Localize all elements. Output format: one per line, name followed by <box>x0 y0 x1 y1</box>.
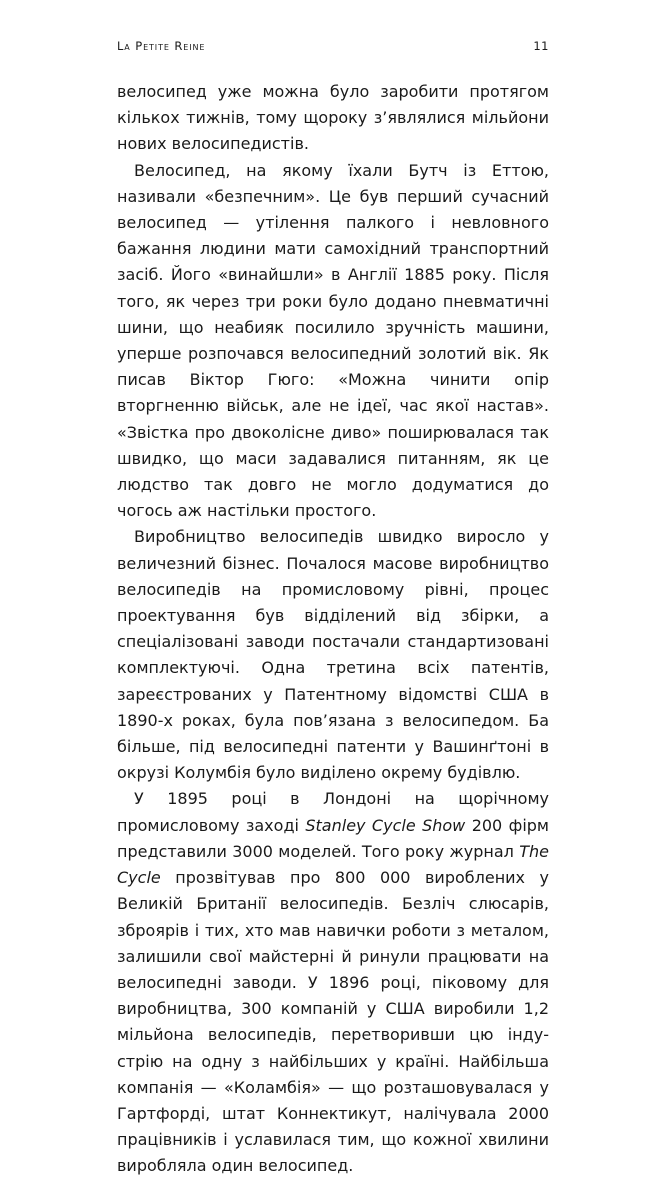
text-segment: прозвітував про 800 000 вироблених у Великій Британії велосипедів. Безліч слюсарів, зброярів і тих, хто мав навички роботи з металом, залишили свої майстерні й ринули працювати на велосипедні заводи. У 1896 році, піковому для виробництва, 300 компаній у США виробили 1,2 мільйона велосипедів, перетворивши цю індустрію на одну з найбільших у країні. Найбільша компанія — «Коламбія» — що розташовувалася у Гартфорді, штат Коннектикут, налічувала 2000 працівників і уславилася тим, що кожної хвилини виробляла один велосипед. <box>117 868 549 1176</box>
body-text <box>117 79 549 1180</box>
text-segment: Виробництво велосипедів швидко виросло у величезний бізнес. Почалося масове виробництво велосипедів на промисловому рівні, процес проектування був відділений від збірки, а спеціалізовані заводи постачали стандартизовані комплектуючі. Одна третина всіх патентів, зареєстрованих у Патентному відомстві США в 1890-х роках, була пов’язана з велосипедом. Ба більше, під велосипедні патенти у Вашинґтоні в окрузі Колумбія було виділено окрему будівлю. <box>117 527 549 783</box>
book-title: La Petite Reine <box>117 39 206 53</box>
text-segment: велосипед уже можна було заробити протягом кількох тижнів, тому щороку з’являлися мільйони нових велосипедистів. <box>117 82 549 154</box>
paragraph-3 <box>117 524 549 786</box>
running-head <box>117 39 549 55</box>
text-segment: Велосипед, на якому їхали Бутч із Еттою, називали «безпечним». Це був перший сучасний велосипед — утілення палкого і невловного бажання людини мати самохідний транспортний засіб. Його «винайшли» в Англії 1885 року. Після того, як через три роки було додано пневматичні шини, що неабияк посилило зручність машини, уперше розпочався велосипедний золотий вік. Як писав Віктор Гюго: «Можна чинити опір вторгненню військ, але не ідеї, час якої настав». «Звістка про двоколісне диво» поширювалася так швидко, що маси задавалися питанням, як це людство так довго не могло додуматися до чогось аж настільки простого. <box>117 160 549 521</box>
paragraph-2 <box>117 158 549 525</box>
event-name-italic: Stanley Cycle Show <box>305 815 466 835</box>
page-number: 11 <box>533 39 549 53</box>
paragraph-1 <box>117 79 549 158</box>
text-segment: У 1895 році в Лондоні на щорічному промисловому заході <box>117 789 549 835</box>
paragraph-4 <box>117 786 549 1179</box>
text-segment: 200 фірм представили 3000 моделей. Того року журнал <box>117 815 550 861</box>
magazine-name-italic: The Cycle <box>117 841 549 888</box>
